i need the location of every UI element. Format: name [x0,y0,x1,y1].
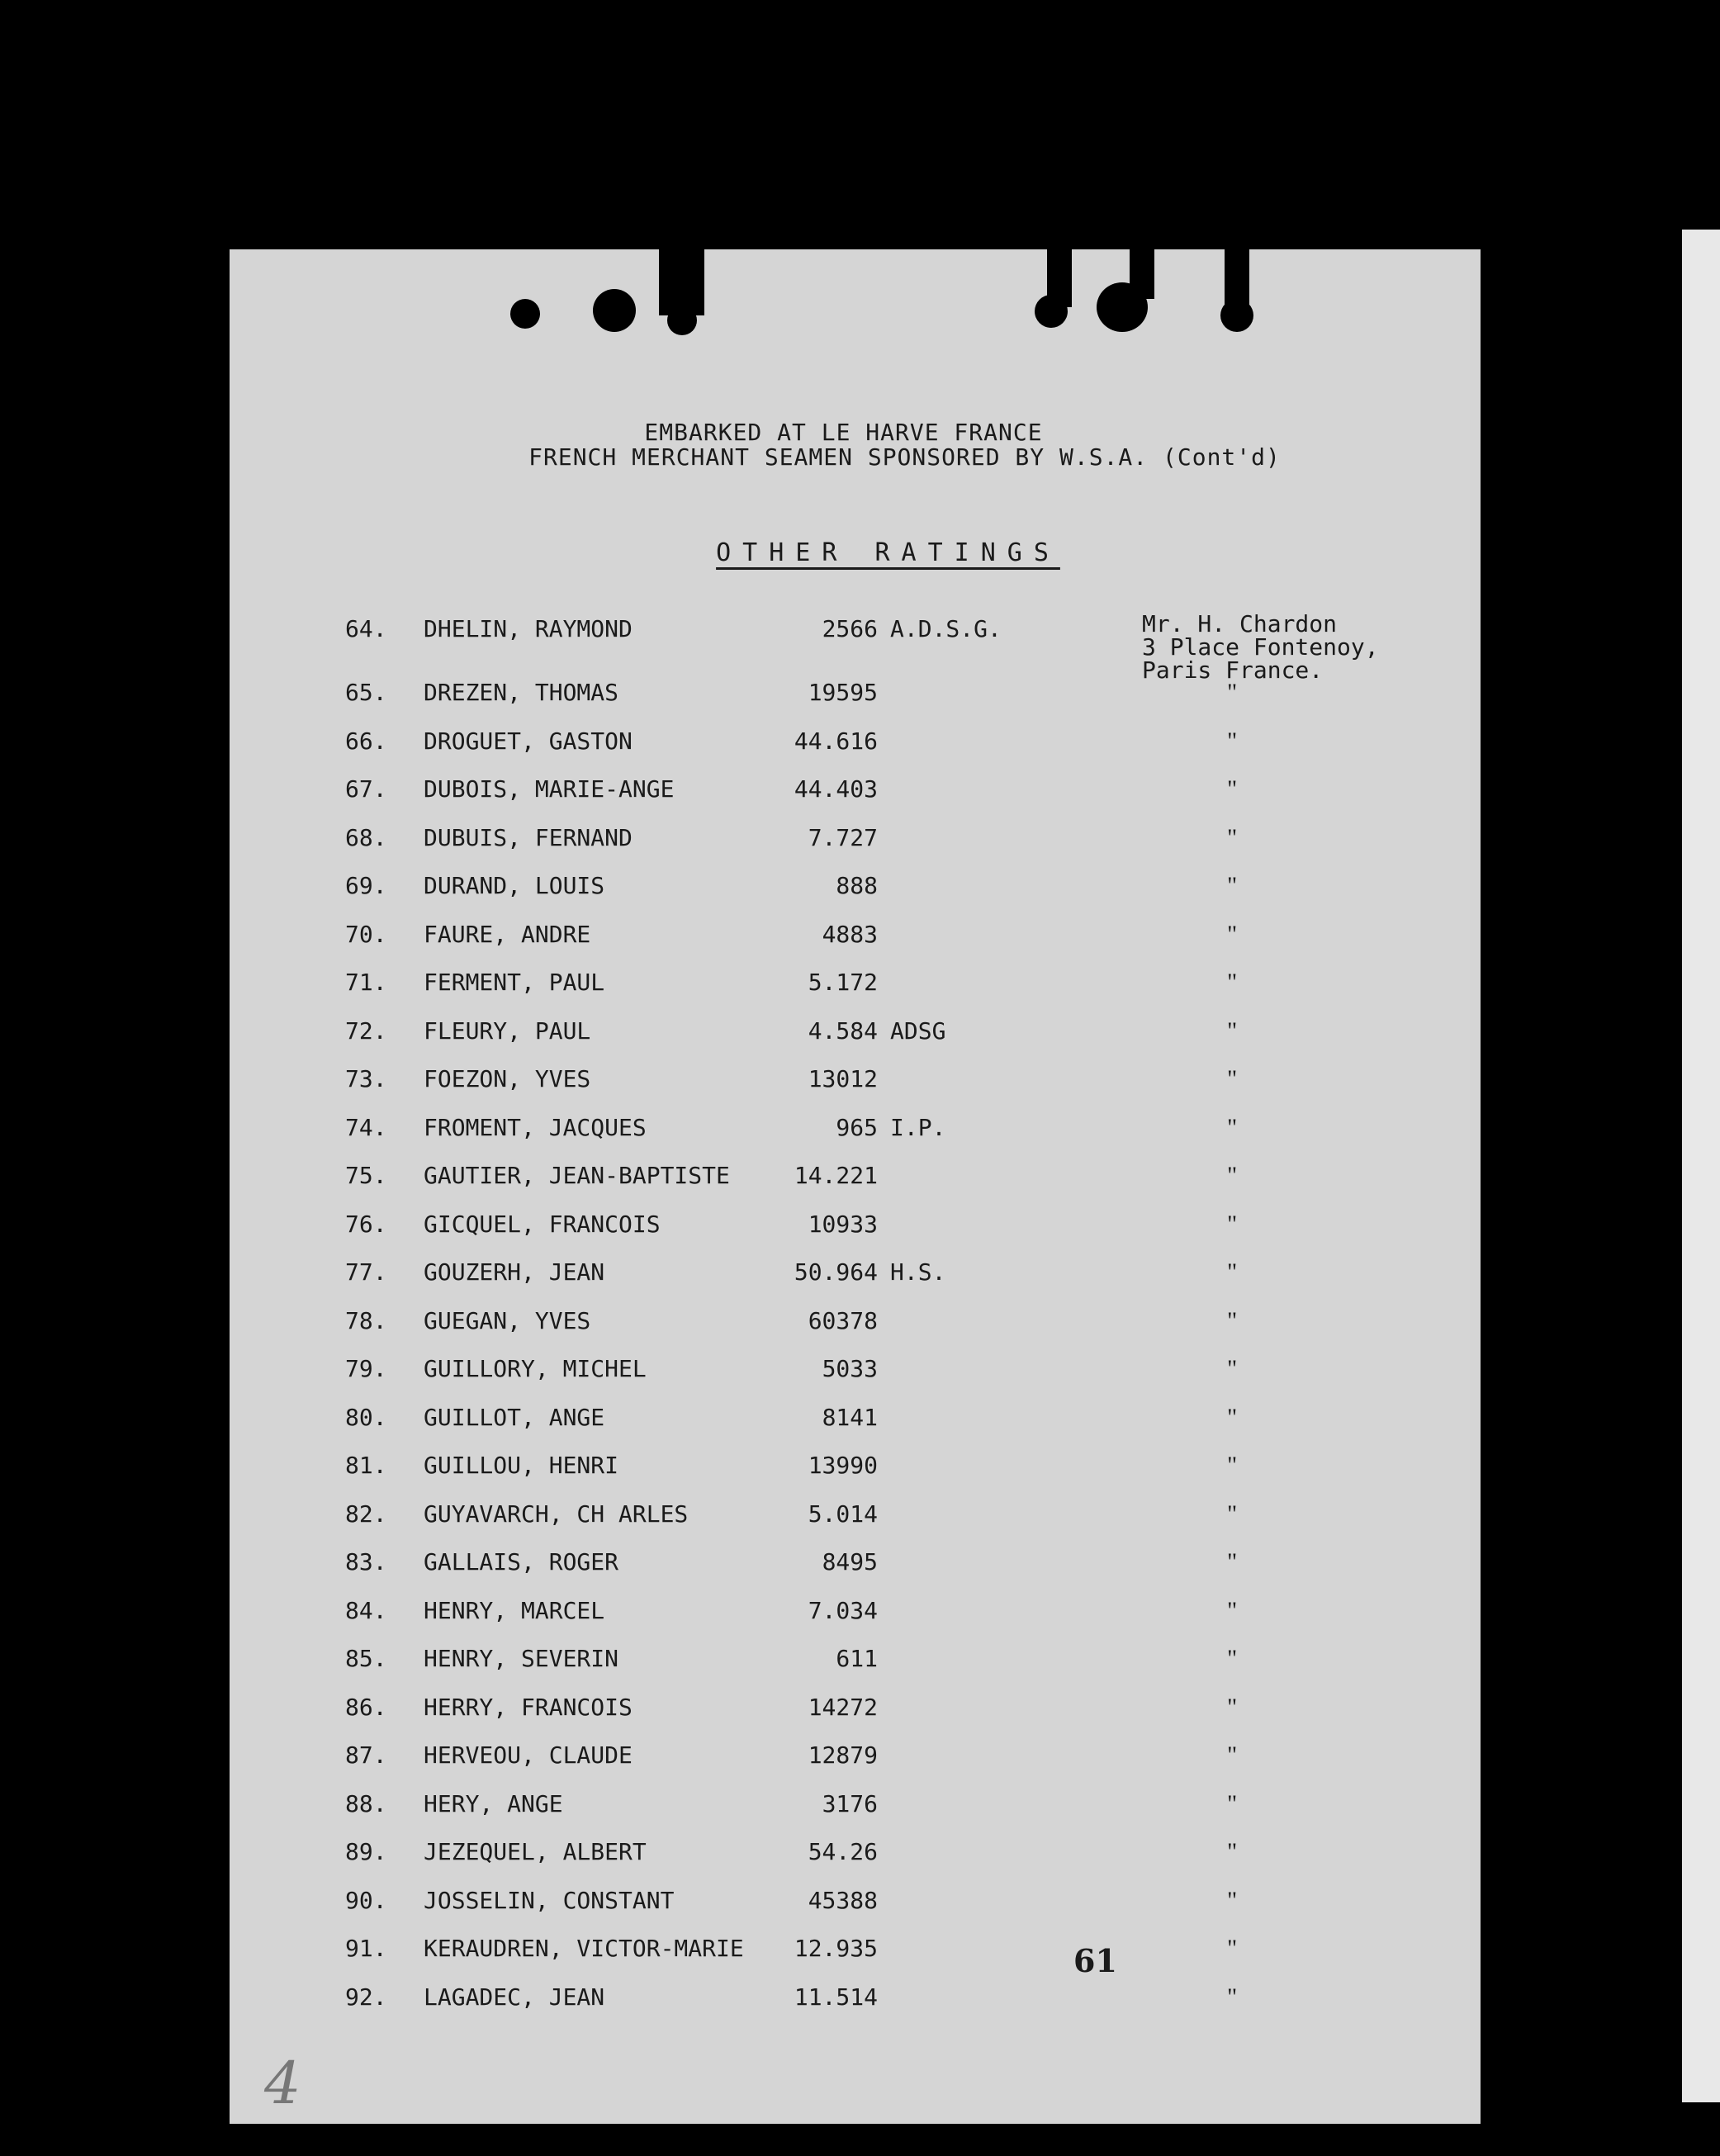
seaman-id-number: 19595 [808,679,878,706]
seaman-name: GAUTIER, JEAN-BAPTISTE [424,1162,730,1189]
list-item [230,1645,1481,1678]
entry-number: 91. [345,1935,387,1962]
entry-number: 70. [345,920,387,948]
seaman-id-number: 3176 [822,1789,878,1817]
seaman-id-number: 8495 [822,1548,878,1576]
seaman-name: DUBOIS, MARIE-ANGE [424,775,675,803]
rating-note: H.S. [890,1258,946,1286]
entry-number: 77. [345,1258,387,1286]
ditto-mark: " [1227,969,1238,996]
ditto-mark: " [1227,679,1238,706]
seaman-name: JEZEQUEL, ALBERT [424,1838,647,1865]
seaman-id-number: 12879 [808,1741,878,1769]
ditto-mark: " [1227,1403,1238,1431]
list-item [230,1548,1481,1581]
list-item [230,679,1481,712]
torn-edge [1225,249,1249,307]
entry-number: 75. [345,1162,387,1189]
seaman-name: GOUZERH, JEAN [424,1258,605,1286]
list-item [230,1017,1481,1050]
ditto-mark: " [1227,1693,1238,1721]
seaman-name: DUBUIS, FERNAND [424,823,633,851]
list-item [230,1355,1481,1388]
ditto-mark: " [1227,823,1238,851]
seaman-name: DURAND, LOUIS [424,872,605,899]
seaman-name: HENRY, SEVERIN [424,1645,619,1672]
punch-hole [593,289,636,332]
list-item [230,775,1481,808]
seaman-id-number: 44.616 [794,727,878,755]
seaman-name: DREZEN, THOMAS [424,679,619,706]
seaman-name: HERY, ANGE [424,1789,563,1817]
ditto-mark: " [1227,1789,1238,1817]
seaman-name: JOSSELIN, CONSTANT [424,1886,675,1914]
list-item [230,1838,1481,1871]
ditto-mark: " [1227,1645,1238,1672]
entry-number: 69. [345,872,387,899]
entry-number: 68. [345,823,387,851]
list-item [230,1790,1481,1823]
seaman-name: HENRY, MARCEL [424,1596,605,1624]
list-item [230,1694,1481,1727]
header-line-2: FRENCH MERCHANT SEAMEN SPONSORED BY W.S.A. (Cont'd) [528,443,1281,471]
section-title: OTHER RATINGS [716,538,1060,567]
seaman-name: GICQUEL, FRANCOIS [424,1210,661,1238]
list-item [230,921,1481,954]
seaman-name: GALLAIS, ROGER [424,1548,619,1576]
seaman-id-number: 5.172 [808,969,878,996]
ditto-mark: " [1227,1741,1238,1769]
entry-number: 74. [345,1113,387,1141]
rating-note: A.D.S.G. [890,615,1002,642]
seaman-id-number: 44.403 [794,775,878,803]
seaman-id-number: 2566 [822,615,878,642]
rating-note: I.P. [890,1113,946,1141]
seaman-name: DHELIN, RAYMOND [424,615,633,642]
seaman-id-number: 13012 [808,1065,878,1092]
list-item [230,610,1481,648]
seaman-name: GUILLOU, HENRI [424,1452,619,1479]
seaman-name: LAGADEC, JEAN [424,1983,605,2011]
torn-edge [1047,249,1072,307]
ditto-mark: " [1227,1452,1238,1479]
seaman-name: GUEGAN, YVES [424,1306,591,1334]
list-item [230,969,1481,1002]
list-item [230,1887,1481,1920]
entry-number: 80. [345,1403,387,1431]
entry-number: 90. [345,1886,387,1914]
seaman-name: FROMENT, JACQUES [424,1113,647,1141]
ditto-mark: " [1227,1162,1238,1189]
ditto-mark: " [1227,775,1238,803]
ditto-mark: " [1227,1210,1238,1238]
punch-hole [510,299,540,329]
ditto-mark: " [1227,1306,1238,1334]
entry-number: 85. [345,1645,387,1672]
entry-number: 86. [345,1693,387,1721]
ditto-mark: " [1227,872,1238,899]
ditto-mark: " [1227,1886,1238,1914]
ditto-mark: " [1227,1355,1238,1382]
seaman-name: GUYAVARCH, CH ARLES [424,1500,689,1528]
entry-number: 76. [345,1210,387,1238]
seaman-id-number: 8141 [822,1403,878,1431]
seaman-id-number: 5.014 [808,1500,878,1528]
list-item [230,1741,1481,1775]
seaman-name: FOEZON, YVES [424,1065,591,1092]
entry-number: 78. [345,1306,387,1334]
entry-number: 88. [345,1789,387,1817]
list-item [230,1162,1481,1195]
entry-number: 82. [345,1500,387,1528]
seaman-name: FERMENT, PAUL [424,969,605,996]
list-item [230,727,1481,761]
entry-number: 84. [345,1596,387,1624]
seaman-id-number: 7.727 [808,823,878,851]
seaman-id-number: 14272 [808,1693,878,1721]
list-item [230,1065,1481,1098]
seaman-name: FLEURY, PAUL [424,1016,591,1045]
seaman-id-number: 611 [836,1645,878,1672]
sponsor-address-line: 3 Place Fontenoy, [1142,633,1379,661]
ditto-mark: " [1227,920,1238,948]
sponsor-address-line: Paris France. [1142,656,1324,684]
seaman-name: FAURE, ANDRE [424,920,591,948]
ditto-mark: " [1227,1983,1238,2011]
ditto-mark: " [1227,1838,1238,1865]
list-item [230,1258,1481,1291]
list-item [230,1114,1481,1147]
ditto-mark: " [1227,1500,1238,1528]
list-item [230,1452,1481,1485]
entry-number: 79. [345,1355,387,1382]
list-item [230,1935,1481,1968]
ditto-mark: " [1227,1065,1238,1092]
seaman-name: HERVEOU, CLAUDE [424,1741,633,1769]
entry-number: 87. [345,1741,387,1769]
seaman-id-number: 5033 [822,1355,878,1382]
rating-note: ADSG [890,1016,946,1045]
seaman-id-number: 4.584 [808,1016,878,1045]
seaman-id-number: 14.221 [794,1162,878,1189]
list-item [230,872,1481,905]
handwritten-mark: 4 [264,2049,301,2117]
list-item [230,1307,1481,1340]
seaman-name: DROGUET, GASTON [424,727,633,755]
ditto-mark: " [1227,1548,1238,1576]
entry-number: 73. [345,1065,387,1092]
entry-number: 67. [345,775,387,803]
list-item [230,1211,1481,1244]
ditto-mark: " [1227,1935,1238,1962]
entry-number: 83. [345,1548,387,1576]
seaman-id-number: 45388 [808,1886,878,1914]
seaman-name: HERRY, FRANCOIS [424,1693,633,1721]
seaman-id-number: 11.514 [794,1983,878,2011]
ditto-mark: " [1227,1016,1238,1045]
torn-edge [659,249,704,315]
list-item [230,1500,1481,1533]
ditto-mark: " [1227,1113,1238,1141]
entry-number: 89. [345,1838,387,1865]
seaman-id-number: 7.034 [808,1596,878,1624]
seaman-id-number: 10933 [808,1210,878,1238]
entry-number: 92. [345,1983,387,2011]
seaman-id-number: 13990 [808,1452,878,1479]
page-number: 61 [1073,1942,1117,1979]
seaman-id-number: 54.26 [808,1838,878,1865]
ditto-mark: " [1227,1596,1238,1624]
list-item [230,1983,1481,2016]
entry-number: 72. [345,1016,387,1045]
header-line-1: EMBARKED AT LE HARVE FRANCE [644,419,1043,446]
adjacent-page-edge [1682,230,1720,2102]
seaman-id-number: 4883 [822,920,878,948]
entry-number: 66. [345,727,387,755]
torn-edge [1130,249,1154,299]
ditto-mark: " [1227,727,1238,755]
entry-number: 71. [345,969,387,996]
seaman-id-number: 12.935 [794,1935,878,1962]
seaman-name: GUILLORY, MICHEL [424,1355,647,1382]
seaman-id-number: 888 [836,872,878,899]
ditto-mark: " [1227,1258,1238,1286]
list-item [230,1597,1481,1630]
list-item [230,1404,1481,1437]
entry-number: 65. [345,679,387,706]
seaman-id-number: 965 [836,1113,878,1141]
entry-number: 81. [345,1452,387,1479]
seaman-name: KERAUDREN, VICTOR-MARIE [424,1935,744,1962]
seaman-id-number: 50.964 [794,1258,878,1286]
sponsor-address-line: Mr. H. Chardon [1142,610,1338,637]
seaman-id-number: 60378 [808,1306,878,1334]
document-page [230,249,1481,2124]
list-item [230,824,1481,857]
seaman-name: GUILLOT, ANGE [424,1403,605,1431]
entry-number: 64. [345,615,387,642]
